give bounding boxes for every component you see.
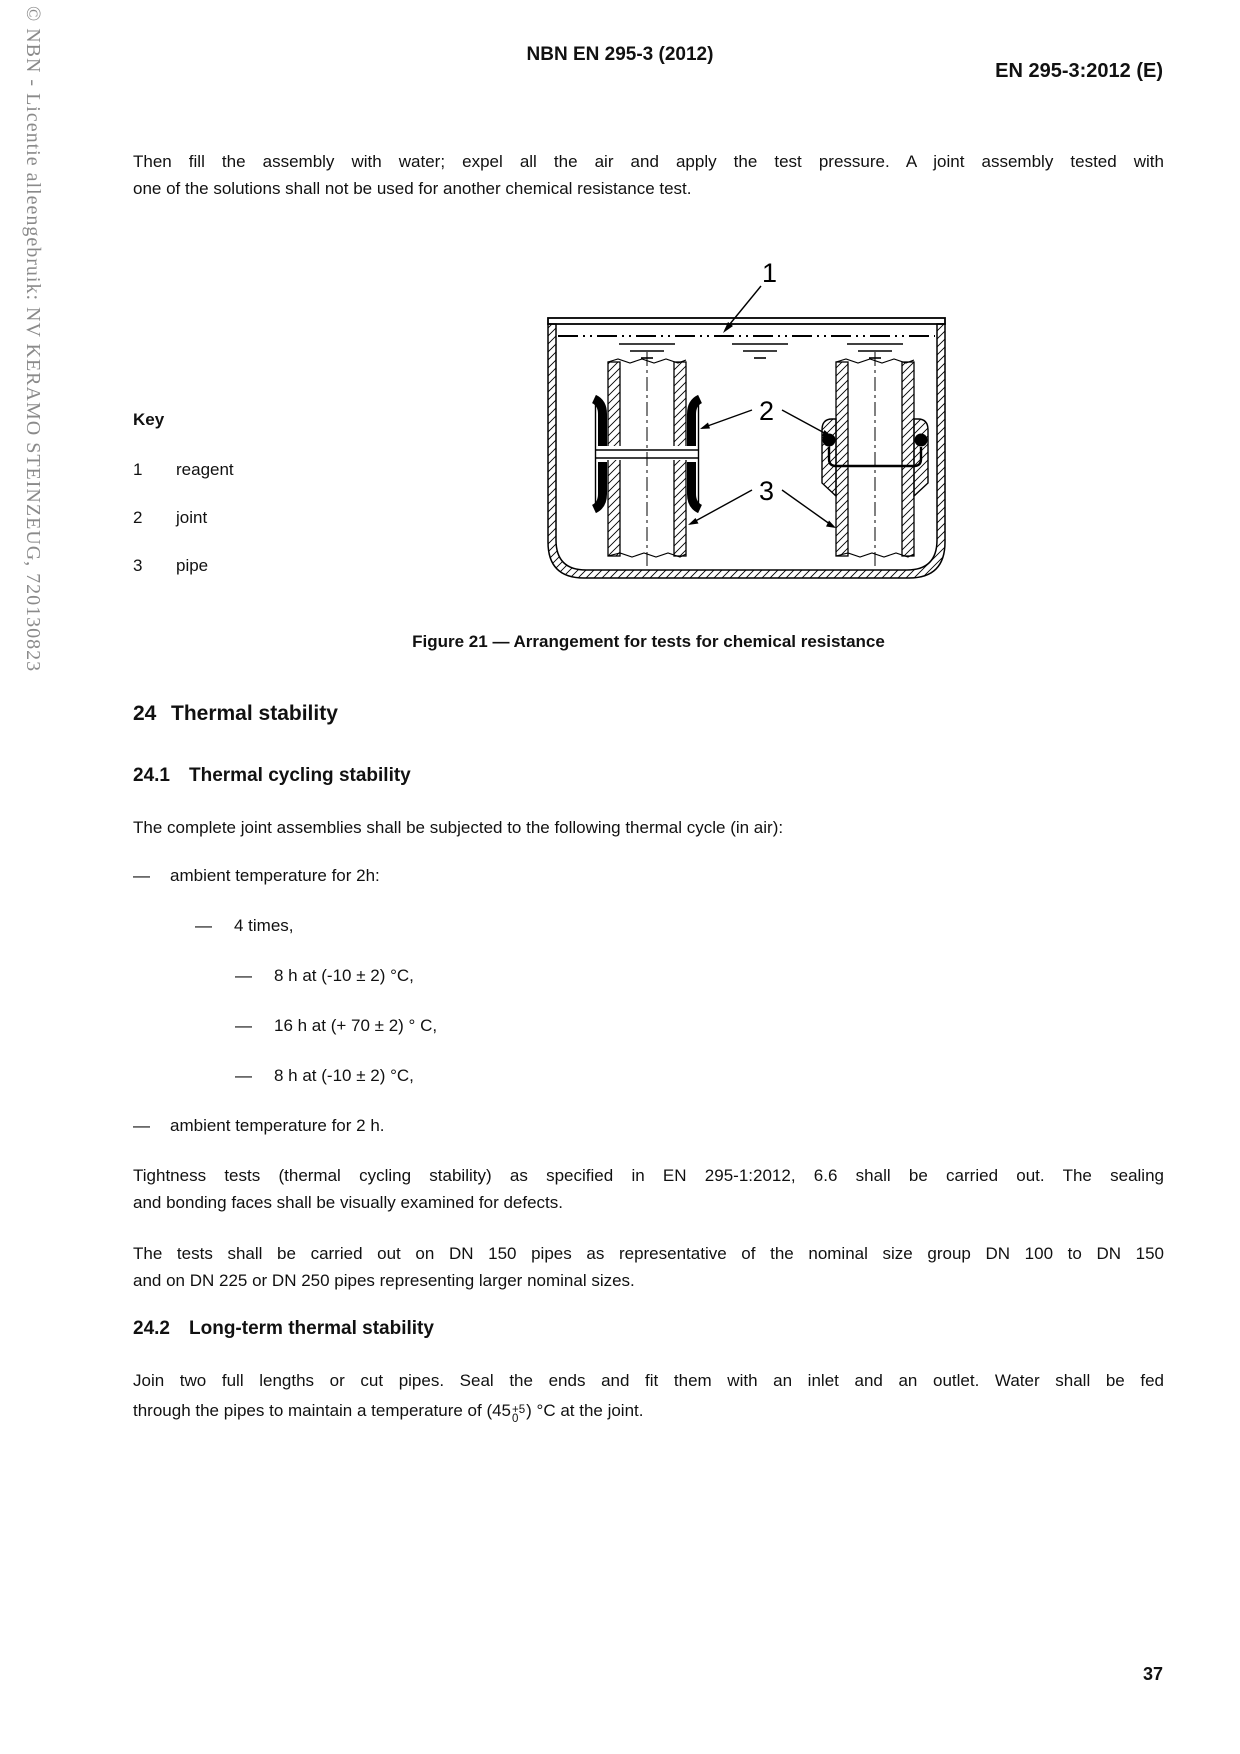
right-joint-oring-right: [915, 434, 928, 447]
list-text: ambient temperature for 2 h.: [170, 1116, 385, 1135]
tightness-tests-paragraph: [133, 1162, 1164, 1216]
long-term-paragraph: [133, 1366, 1164, 1426]
list-text: ambient temperature for 2h:: [170, 866, 380, 885]
figure-key-title: Key: [133, 410, 165, 429]
list-dash: —: [235, 1016, 252, 1035]
list-text: 16 h at (+ 70 ± 2) ° C,: [274, 1016, 438, 1035]
key-item-pipe: [133, 556, 208, 576]
figure-label-1: 1: [762, 258, 778, 288]
figure-caption: Figure 21 — Arrangement for tests for chemical resistance: [412, 632, 885, 651]
section-24-2-heading: [133, 1318, 434, 1340]
list-dash: —: [195, 916, 212, 935]
tolerance-sup: +5: [512, 1404, 526, 1416]
section-24-heading: [133, 702, 338, 726]
section-24-number: 24: [133, 702, 157, 725]
tolerance-sub: 0: [512, 1413, 519, 1425]
intro-line-2: one of the solutions shall not be used for another chemical resistance test.: [133, 179, 692, 198]
long-term-line-1: Join two full lengths or cut pipes. Seal the ends and fit them with an inlet and an outlet. Water shall be fed: [133, 1371, 1164, 1390]
key-label-reagent: reagent: [176, 460, 234, 479]
key-num-2: 2: [133, 508, 143, 527]
dn-line-1: The tests shall be carried out on DN 150 pipes as representative of the nominal size group DN 100 to DN 150: [133, 1244, 1164, 1263]
list-text: 4 times,: [234, 916, 294, 935]
section-24-title: Thermal stability: [171, 702, 338, 725]
list-dash: —: [235, 1066, 252, 1085]
dn-line-2: and on DN 225 or DN 250 pipes representing larger nominal sizes.: [133, 1271, 635, 1290]
list-dash: —: [133, 1116, 150, 1135]
temperature-text-before: through the pipes to maintain a temperature of (45: [133, 1401, 512, 1420]
header-standard-ref: EN 295-3:2012 (E): [995, 60, 1163, 82]
key-num-3: 3: [133, 556, 143, 575]
water-level-line: [558, 336, 935, 358]
temperature-text-after: ) °C at the joint.: [526, 1401, 644, 1420]
header-document-title: NBN EN 295-3 (2012): [526, 44, 714, 65]
thermal-cycle-intro: The complete joint assemblies shall be subjected to the following thermal cycle (in air):: [133, 818, 784, 837]
list-dash: —: [235, 966, 252, 985]
page-number: 37: [1142, 1664, 1163, 1684]
figure-label-2: 2: [759, 396, 775, 426]
list-text: 8 h at (-10 ± 2) °C,: [274, 1066, 414, 1085]
temperature-tolerance: [512, 1406, 525, 1424]
intro-paragraph: [133, 148, 1164, 202]
section-24-1-number: 24.1: [133, 765, 170, 786]
section-24-2-number: 24.2: [133, 1318, 170, 1339]
tightness-line-2: and bonding faces shall be visually examined for defects.: [133, 1193, 563, 1212]
long-term-line-2: [133, 1396, 1164, 1426]
key-item-joint: [133, 508, 207, 528]
list-dash: —: [133, 866, 150, 885]
list-text: 8 h at (-10 ± 2) °C,: [274, 966, 414, 985]
key-item-reagent: [133, 460, 234, 480]
left-pipe-assembly: [594, 352, 700, 568]
intro-line-1: Then fill the assembly with water; expel all the air and apply the test pressure. A joint assembly tested with: [133, 152, 1164, 171]
key-label-joint: joint: [176, 508, 208, 527]
copyright-watermark: © NBN - Licentie alleengebruik: NV KERAMO STEINZEUG, 720130823: [22, 6, 44, 673]
tightness-line-1: Tightness tests (thermal cycling stability) as specified in EN 295-1:2012, 6.6 shall be carried out. The sealing: [133, 1166, 1164, 1185]
section-24-1-heading: [133, 765, 411, 787]
right-pipe-assembly: [822, 352, 928, 568]
section-24-1-title: Thermal cycling stability: [189, 765, 411, 786]
dn-sizes-paragraph: [133, 1240, 1164, 1294]
figure-21-drawing: [540, 240, 960, 590]
figure-label-3: 3: [759, 476, 775, 506]
key-num-1: 1: [133, 460, 143, 479]
section-24-2-title: Long-term thermal stability: [189, 1318, 434, 1339]
key-label-pipe: pipe: [176, 556, 209, 575]
